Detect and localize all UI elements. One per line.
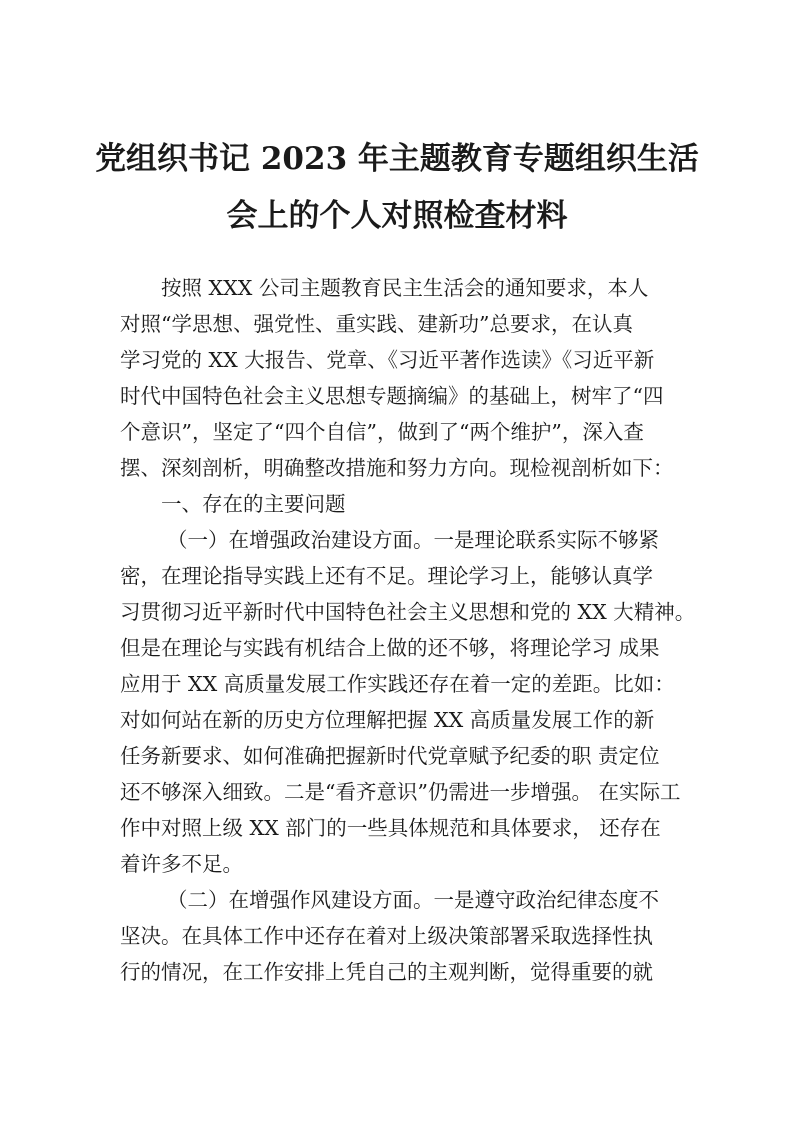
document-body [120, 270, 720, 990]
body-line: 但是在理论与实践有机结合上做的还不够，将理论学习 成果 [120, 636, 660, 660]
body-line: 密，在理论指导实践上还有不足。理论学习上，能够认真学 [120, 564, 653, 588]
body-line: 坚决。在具体工作中还存在着对上级决策部署采取选择性执 [120, 924, 653, 948]
body-line: 应用于 XX 高质量发展工作实践还存在着一定的差距。比如： [120, 672, 675, 696]
section-heading: 一、存在的主要问题 [161, 492, 346, 516]
document-title-line-2: 会上的个人对照检查材料 [226, 198, 568, 234]
body-line: 对如何站在新的历史方位理解把握 XX 高质量发展工作的新 [120, 708, 655, 732]
body-line: 着许多不足。 [120, 852, 243, 876]
body-line: 行的情况，在工作安排上凭自己的主观判断，觉得重要的就 [120, 960, 653, 984]
body-line: （一）在增强政治建设方面。一是理论联系实际不够紧 [167, 528, 659, 552]
body-line: 时代中国特色社会主义思想专题摘编》的基础上，树牢了“四 [120, 384, 664, 408]
body-line: 摆、深刻剖析，明确整改措施和努力方向。现检视剖析如下： [120, 456, 674, 480]
body-line: 按照 XXX 公司主题教育民主生活会的通知要求，本人 [161, 276, 649, 300]
body-line: 任务新要求、如何准确把握新时代党章赋予纪委的职 责定位 [120, 744, 660, 768]
body-line: 学习党的 XX 大报告、党章、《习近平著作选读》《习近平新 [120, 348, 655, 372]
body-line: 个意识”，坚定了“四个自信”，做到了“两个维护”，深入查 [120, 420, 644, 444]
body-line: 对照“学思想、强党性、重实践、建新功”总要求，在认真 [120, 312, 633, 336]
body-line: （二）在增强作风建设方面。一是遵守政治纪律态度不 [167, 888, 659, 912]
body-line: 习贯彻习近平新时代中国特色社会主义思想和党的 XX 大精神。 [120, 600, 696, 624]
body-line: 作中对照上级 XX 部门的一些具体规范和具体要求， 还存在 [120, 816, 661, 840]
document-title-line-1: 党组织书记 2023 年主题教育专题组织生活 [95, 141, 699, 177]
body-line: 还不够深入细致。二是“看齐意识”仍需进一步增强。 在实际工 [120, 780, 681, 804]
